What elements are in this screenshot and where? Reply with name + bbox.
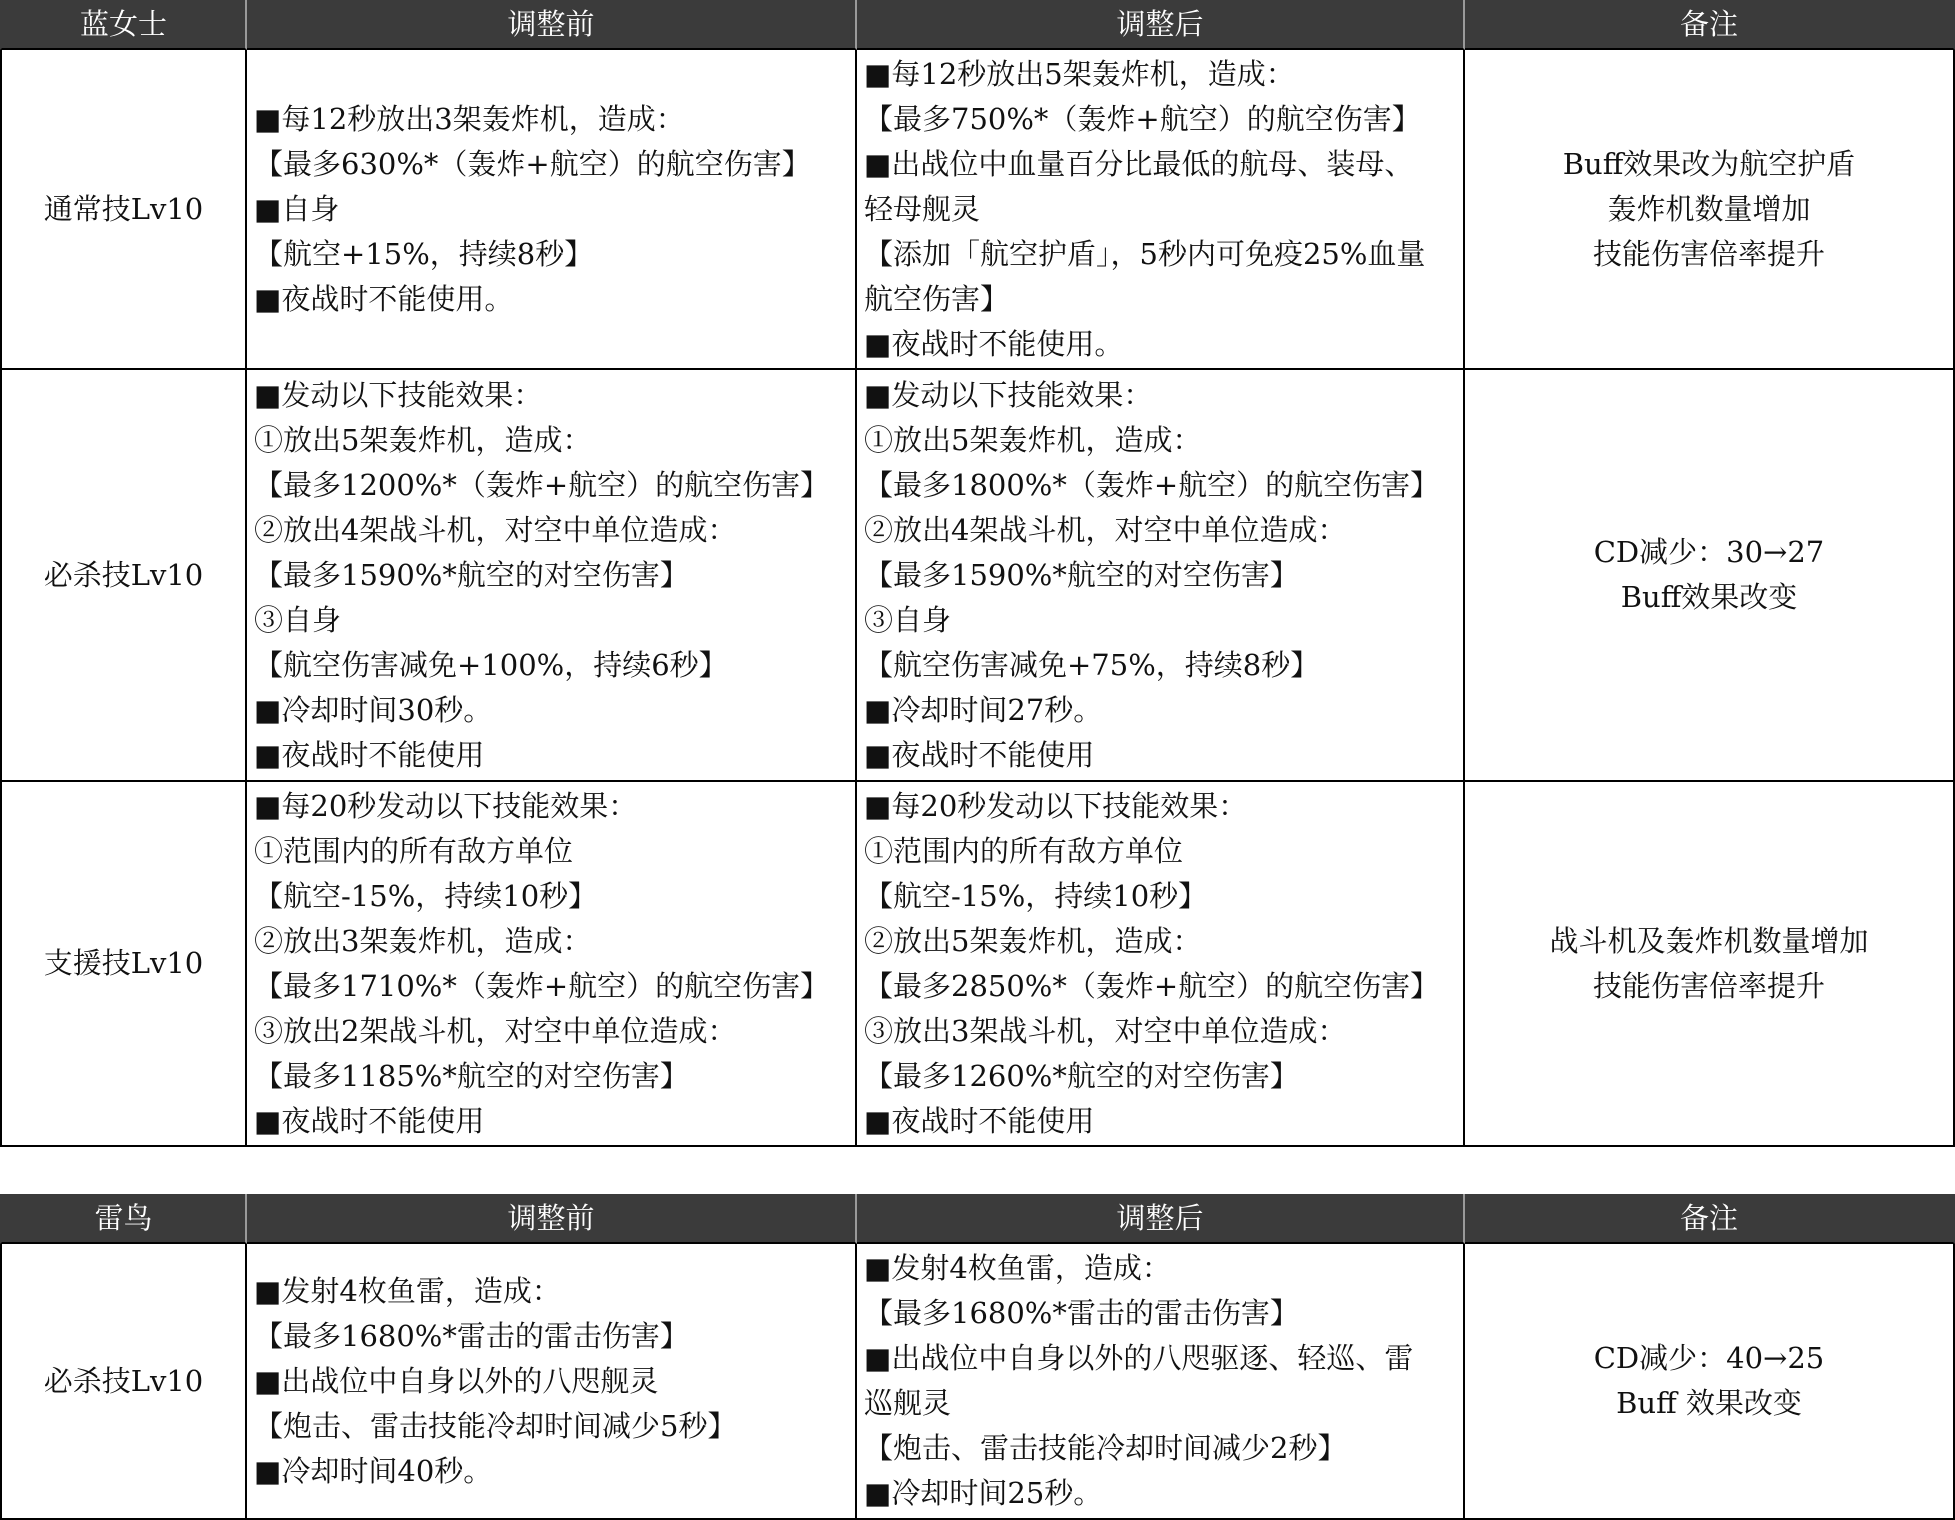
after-line: ■发射4枚鱼雷，造成： (864, 1251, 1171, 1285)
note-line: CD减少：40→25 (1593, 1341, 1825, 1375)
header-before (247, 0, 857, 50)
before-line: 【航空+15%，持续8秒】 (254, 236, 594, 271)
after-line: 【添加「航空护盾」，5秒内可免疫25%血量 (864, 236, 1426, 271)
after-line: ①放出5架轰炸机，造成： (864, 422, 1202, 457)
note-line: 技能伤害倍率提升 (1592, 236, 1825, 271)
before-line: ■冷却时间30秒。 (254, 692, 493, 727)
before-line: ■冷却时间40秒。 (254, 1453, 493, 1488)
note-cell (1465, 370, 1955, 782)
header-note (1465, 0, 1955, 50)
header-after (857, 1194, 1465, 1244)
header-note-text: 备注 (1679, 7, 1738, 41)
before-line: 【最多1590%*航空的对空伤害】 (254, 557, 689, 592)
header-before-text: 调整前 (507, 7, 595, 41)
before-line: 【最多1185%*航空的对空伤害】 (254, 1058, 689, 1093)
note-line: 战斗机及轰炸机数量增加 (1549, 923, 1869, 958)
after-line: ■夜战时不能使用 (864, 1103, 1095, 1138)
note-line: Buff 效果改变 (1616, 1386, 1802, 1420)
header-character-name-text: 蓝女士 (79, 7, 167, 41)
before-line: ■夜战时不能使用。 (254, 281, 514, 316)
header-before-text: 调整前 (507, 1201, 595, 1235)
after-line: ①范围内的所有敌方单位 (864, 833, 1184, 868)
before-line: ③自身 (254, 602, 342, 637)
before-line: 【炮击、雷击技能冷却时间减少5秒】 (254, 1408, 737, 1443)
before-line: ②放出3架轰炸机，造成： (254, 923, 592, 958)
before-line: 【最多630%*（轰炸+航空）的航空伤害】 (254, 146, 811, 181)
note-line: 轰炸机数量增加 (1607, 191, 1811, 226)
before-line: ■自身 (254, 191, 340, 226)
after-line: 【炮击、雷击技能冷却时间减少2秒】 (864, 1431, 1347, 1465)
after-line: 【最多1590%*航空的对空伤害】 (864, 557, 1299, 592)
after-line: 【最多1680%*雷击的雷击伤害】 (864, 1296, 1299, 1330)
header-note (1465, 1194, 1955, 1244)
before-line: 【航空-15%，持续10秒】 (254, 878, 598, 913)
after-line: 【最多1800%*（轰炸+航空）的航空伤害】 (864, 467, 1440, 502)
after-line: ■出战位中自身以外的八咫驱逐、轻巡、雷 (864, 1341, 1414, 1375)
note-line: Buff效果改为航空护盾 (1562, 146, 1856, 181)
after-line: 【最多2850%*（轰炸+航空）的航空伤害】 (864, 968, 1440, 1003)
after-line: ■每20秒发动以下技能效果： (864, 788, 1248, 823)
before-line: 【最多1710%*（轰炸+航空）的航空伤害】 (254, 968, 830, 1003)
before-cell (247, 370, 857, 782)
before-line: ■发动以下技能效果： (254, 377, 543, 412)
before-line: ■夜战时不能使用 (254, 737, 485, 772)
before-line: ②放出4架战斗机，对空中单位造成： (254, 512, 737, 547)
after-line: ②放出4架战斗机，对空中单位造成： (864, 512, 1347, 547)
after-cell (857, 370, 1465, 782)
header-note-text: 备注 (1679, 1201, 1738, 1235)
before-line: ③放出2架战斗机，对空中单位造成： (254, 1013, 737, 1048)
after-line: ■夜战时不能使用。 (864, 326, 1124, 361)
after-line: ■冷却时间27秒。 (864, 692, 1103, 727)
after-cell (857, 50, 1465, 370)
after-cell (857, 782, 1465, 1147)
after-line: ■夜战时不能使用 (864, 737, 1095, 772)
header-character-name-text: 雷鸟 (94, 1201, 153, 1235)
note-line: Buff效果改变 (1620, 580, 1798, 614)
after-line: 【最多750%*（轰炸+航空）的航空伤害】 (864, 101, 1421, 136)
before-line: ■发射4枚鱼雷，造成： (254, 1273, 561, 1308)
note-line: CD减少：30→27 (1593, 535, 1825, 569)
skill-name: 通常技Lv10 (43, 191, 204, 226)
note-cell (1465, 782, 1955, 1147)
before-line: 【最多1200%*（轰炸+航空）的航空伤害】 (254, 467, 830, 502)
after-line: ②放出5架轰炸机，造成： (864, 923, 1202, 958)
after-line: 【最多1260%*航空的对空伤害】 (864, 1058, 1299, 1093)
after-line: ③放出3架战斗机，对空中单位造成： (864, 1013, 1347, 1048)
header-before (247, 1194, 857, 1244)
skill-name-cell (0, 1244, 247, 1520)
before-line: ■每12秒放出3架轰炸机，造成： (254, 101, 685, 136)
after-line: 轻母舰灵 (864, 191, 981, 226)
header-after (857, 0, 1465, 50)
before-line: ■每20秒发动以下技能效果： (254, 788, 638, 823)
header-character-name (0, 1194, 247, 1244)
after-line: ■出战位中血量百分比最低的航母、装母、 (864, 146, 1414, 181)
before-line: ①范围内的所有敌方单位 (254, 833, 574, 868)
skill-name-cell (0, 782, 247, 1147)
skill-name: 必杀技Lv10 (43, 557, 204, 592)
skill-name-cell (0, 370, 247, 782)
note-cell (1465, 1244, 1955, 1520)
header-after-text: 调整后 (1116, 1201, 1204, 1235)
before-line: ①放出5架轰炸机，造成： (254, 422, 592, 457)
note-line: 技能伤害倍率提升 (1592, 968, 1825, 1003)
before-line: ■夜战时不能使用 (254, 1103, 485, 1138)
after-line: ■每12秒放出5架轰炸机，造成： (864, 56, 1295, 91)
before-line: 【最多1680%*雷击的雷击伤害】 (254, 1318, 689, 1353)
after-line: 【航空伤害减免+75%，持续8秒】 (864, 647, 1320, 682)
after-line: ③自身 (864, 602, 952, 637)
skill-change-table-2 (0, 1194, 1955, 1520)
before-line: ■出战位中自身以外的八咫舰灵 (254, 1363, 659, 1398)
before-cell (247, 782, 857, 1147)
skill-name-cell (0, 50, 247, 370)
after-cell (857, 1244, 1465, 1520)
skill-name: 支援技Lv10 (43, 946, 204, 980)
before-cell (247, 1244, 857, 1520)
after-line: ■冷却时间25秒。 (864, 1476, 1103, 1510)
before-line: 【航空伤害减免+100%，持续6秒】 (254, 647, 728, 682)
note-cell (1465, 50, 1955, 370)
header-character-name (0, 0, 247, 50)
after-line: 巡舰灵 (864, 1386, 952, 1420)
header-after-text: 调整后 (1116, 7, 1204, 41)
after-line: ■发动以下技能效果： (864, 377, 1153, 412)
before-cell (247, 50, 857, 370)
after-line: 【航空-15%，持续10秒】 (864, 878, 1208, 913)
skill-name: 必杀技Lv10 (43, 1363, 204, 1398)
after-line: 航空伤害】 (864, 281, 1010, 316)
